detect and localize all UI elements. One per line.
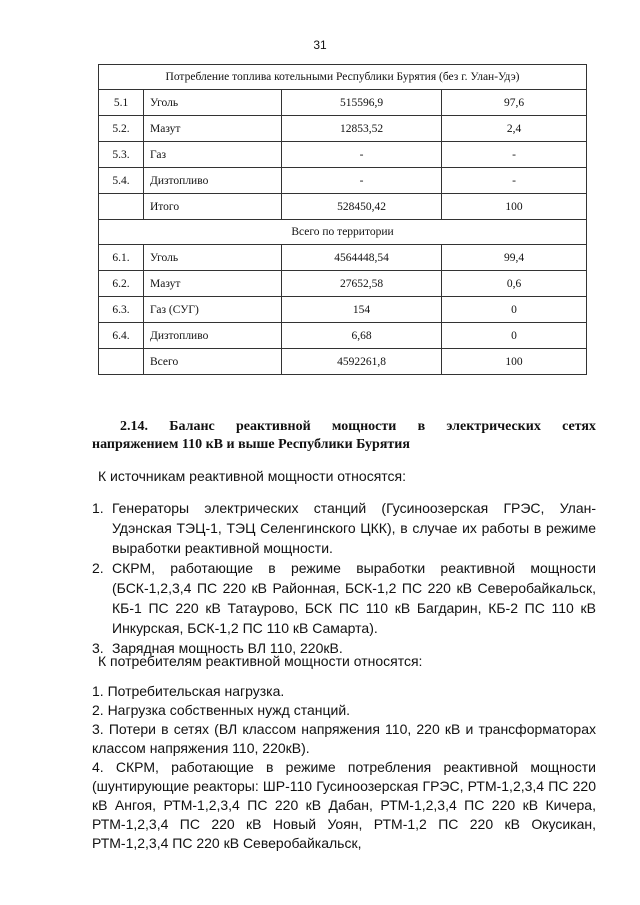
- table-cell-v2: 97,6: [442, 90, 587, 116]
- table-cell-name: Мазут: [144, 116, 282, 142]
- section-heading-line2: напряжением 110 кВ и выше Республики Бурятия: [92, 437, 410, 452]
- table-cell-v1: 6,68: [282, 323, 442, 349]
- list-item: [92, 498, 596, 558]
- table-cell-name: Всего: [144, 349, 282, 375]
- list-item: [92, 558, 596, 638]
- table-cell-v1: 4564448,54: [282, 245, 442, 271]
- table-cell-v1: -: [282, 142, 442, 168]
- list-item-text: СКРМ, работающие в режиме выработки реактивной мощности (БСК-1,2,3,4 ПС 220 кВ Районная, БСК-1,2 ПС 220 кВ Северобайкальск, КБ-1 ПС 220 кВ Татаурово, БСК ПС 110 кВ Багдарин, КБ-2 ПС 110 кВ Инкурская, БСК-1,2 ПС 110 кВ Самарта).: [112, 560, 596, 636]
- table-section-title: Потребление топлива котельными Республики Бурятия (без г. Улан-Удэ): [99, 65, 587, 90]
- list-item-text: Генераторы электрических станций (Гусиноозерская ГРЭС, Улан-Удэнская ТЭЦ-1, ТЭЦ Селенгинского ЦКК), в случае их работы в режиме выработки реактивной мощности.: [112, 500, 596, 556]
- table-row: [99, 349, 587, 375]
- table-cell-num: 5.4.: [99, 168, 144, 194]
- list-item-number: 3.: [92, 640, 104, 656]
- list-item-number: 1.: [92, 500, 104, 516]
- section-heading-line1: [92, 418, 596, 436]
- heading-word: реактивной: [235, 419, 311, 434]
- table-cell-num: 5.3.: [99, 142, 144, 168]
- table-cell-v1: 4592261,8: [282, 349, 442, 375]
- fuel-consumption-table: [98, 64, 587, 375]
- table-row: [99, 245, 587, 271]
- table-cell-name: Итого: [144, 194, 282, 220]
- table-cell-v1: 515596,9: [282, 90, 442, 116]
- table-cell-name: Уголь: [144, 245, 282, 271]
- table-cell-name: Уголь: [144, 90, 282, 116]
- table-row: [99, 116, 587, 142]
- table-cell-name: Мазут: [144, 271, 282, 297]
- table-row: [99, 90, 587, 116]
- table-cell-num: 6.4.: [99, 323, 144, 349]
- heading-word: в: [417, 419, 426, 434]
- table-cell-v2: 2,4: [442, 116, 587, 142]
- table-cell-name: Дизтопливо: [144, 168, 282, 194]
- table-row: [99, 271, 587, 297]
- table-section-title: Всего по территории: [99, 220, 587, 245]
- page-number: 31: [313, 38, 327, 52]
- table-cell-v2: 100: [442, 194, 587, 220]
- sources-lead: К источникам реактивной мощности относятся:: [98, 468, 406, 484]
- table-cell-name: Газ (СУГ): [144, 297, 282, 323]
- table-cell-v1: -: [282, 168, 442, 194]
- heading-word: мощности: [331, 419, 397, 434]
- table-cell-v2: 0: [442, 323, 587, 349]
- section-heading: [92, 418, 596, 454]
- list-item: 3. Потери в сетях (ВЛ классом напряжения 110, 220 кВ и трансформаторах классом напряжения 110, 220кВ).: [92, 721, 596, 756]
- heading-word: электрических: [446, 419, 541, 434]
- heading-word: 2.14.: [120, 419, 148, 434]
- table-cell-v2: 100: [442, 349, 587, 375]
- table-cell-num: 5.2.: [99, 116, 144, 142]
- table-cell-num: 6.3.: [99, 297, 144, 323]
- list-item: 4. СКРМ, работающие в режиме потребления реактивной мощности (шунтирующие реакторы: ШР-110 Гусиноозерская ГРЭС, РТМ-1,2,3,4 ПС 220 кВ Ангоя, РТМ-1,2,3,4 ПС 220 кВ Дабан, РТМ-1,2,3,4 ПС 220 кВ Кичера, РТМ-1,2,3,4 ПС 220 кВ Новый Уоян, РТМ-1,2 ПС 220 кВ Окусикан, РТМ-1,2,3,4 ПС 220 кВ Северобайкальск,: [92, 759, 596, 851]
- heading-word: Баланс: [169, 419, 215, 434]
- table-cell-v1: 12853,52: [282, 116, 442, 142]
- table-cell-v1: 154: [282, 297, 442, 323]
- consumers-list: [92, 682, 596, 853]
- table-row: [99, 323, 587, 349]
- table-cell-name: Дизтопливо: [144, 323, 282, 349]
- list-item: 1. Потребительская нагрузка.: [92, 683, 285, 699]
- table-section-row: [99, 65, 587, 90]
- table-cell-v1: 27652,58: [282, 271, 442, 297]
- list-item-number: 2.: [92, 560, 104, 576]
- consumers-lead: К потребителям реактивной мощности относятся:: [98, 653, 423, 669]
- table-cell-num: 6.2.: [99, 271, 144, 297]
- heading-word: сетях: [562, 419, 596, 434]
- table-cell-num: [99, 194, 144, 220]
- table-section-row: [99, 220, 587, 245]
- table-cell-v2: -: [442, 168, 587, 194]
- table-cell-v2: 0,6: [442, 271, 587, 297]
- table-cell-v2: 99,4: [442, 245, 587, 271]
- table-row: [99, 168, 587, 194]
- table-cell-v1: 528450,42: [282, 194, 442, 220]
- table-cell-name: Газ: [144, 142, 282, 168]
- table-cell-num: [99, 349, 144, 375]
- table-cell-v2: -: [442, 142, 587, 168]
- list-item-text: Зарядная мощность ВЛ 110, 220кВ.: [112, 640, 343, 656]
- table-cell-num: 6.1.: [99, 245, 144, 271]
- table-row: [99, 194, 587, 220]
- sources-list: [92, 498, 596, 658]
- list-item: 2. Нагрузка собственных нужд станций.: [92, 702, 351, 718]
- table-row: [99, 142, 587, 168]
- table-row: [99, 297, 587, 323]
- table-cell-v2: 0: [442, 297, 587, 323]
- table-cell-num: 5.1: [99, 90, 144, 116]
